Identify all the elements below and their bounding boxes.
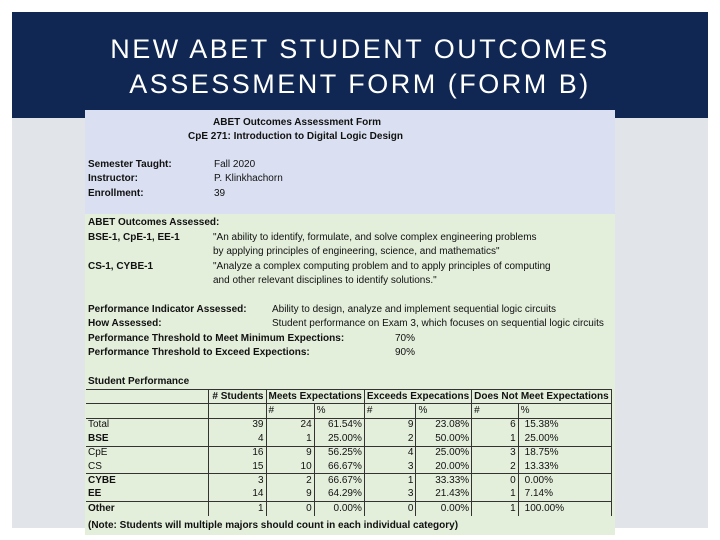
row-label: Total — [86, 418, 208, 432]
cell: 64.29% — [314, 488, 364, 502]
cell: 20.00% — [416, 460, 472, 474]
cell: 0 — [472, 474, 518, 488]
cell: 9 — [364, 418, 416, 432]
col-does-not-meet: Does Not Meet Expectations — [472, 390, 611, 404]
cell: 66.67% — [314, 474, 364, 488]
cell: 10 — [266, 460, 314, 474]
sub-count: # — [472, 404, 518, 418]
cell: 21.43% — [416, 488, 472, 502]
cell: 50.00% — [416, 432, 472, 446]
performance-table — [86, 389, 612, 516]
cell: 0 — [266, 502, 314, 516]
enrollment-label: Enrollment: — [88, 188, 144, 199]
cell: 1 — [472, 488, 518, 502]
cell: 61.54% — [314, 418, 364, 432]
outcome2-text-cont: and other relevant disciplines to identify solutions." — [213, 275, 437, 286]
cell: 13.33% — [518, 460, 611, 474]
semester-value: Fall 2020 — [214, 159, 256, 170]
form-heading: ABET Outcomes Assessment Form — [213, 117, 382, 128]
cell: 6 — [472, 418, 518, 432]
cell: 2 — [472, 460, 518, 474]
table-row — [86, 502, 611, 516]
pi-value: Ability to design, analyze and implement sequential logic circuits — [272, 304, 557, 315]
cell: 15 — [208, 460, 266, 474]
cell: 1 — [266, 432, 314, 446]
exceed-threshold-value: 90% — [395, 347, 416, 358]
cell: 0.00% — [518, 474, 611, 488]
sub-pct: % — [314, 404, 364, 418]
cell: 18.75% — [518, 446, 611, 460]
row-label: CS — [86, 460, 208, 474]
row-label: CYBE — [86, 474, 208, 488]
instructor-label: Instructor: — [88, 173, 138, 184]
cell: 4 — [208, 432, 266, 446]
cell: 100.00% — [518, 502, 611, 516]
outcome2-codes: CS-1, CYBE-1 — [88, 261, 154, 272]
semester-label: Semester Taught: — [88, 159, 172, 170]
cell: 25.00% — [314, 432, 364, 446]
cell: 33.33% — [416, 474, 472, 488]
table-row — [86, 446, 611, 460]
table-subheader-row — [86, 404, 611, 418]
outcome1-text-cont: by applying principles of engineering, science, and mathematics" — [213, 246, 500, 257]
cell: 15.38% — [518, 418, 611, 432]
enrollment-value: 39 — [214, 188, 226, 199]
col-meets: Meets Expectations — [266, 390, 364, 404]
table-row — [86, 418, 611, 432]
instructor-value: P. Klinkhachorn — [214, 173, 283, 184]
outcome1-codes: BSE-1, CpE-1, EE-1 — [88, 232, 180, 243]
cell: 3 — [208, 474, 266, 488]
cell: 0.00% — [416, 502, 472, 516]
cell: 39 — [208, 418, 266, 432]
cell: 56.25% — [314, 446, 364, 460]
row-label: BSE — [86, 432, 208, 446]
cell: 2 — [364, 432, 416, 446]
min-threshold-value: 70% — [395, 333, 416, 344]
table-row — [86, 432, 611, 446]
row-label: EE — [86, 488, 208, 502]
exceed-threshold-label: Performance Threshold to Exceed Expections: — [88, 347, 310, 358]
col-exceeds: Exceeds Expecations — [364, 390, 471, 404]
table-note: (Note: Students will multiple majors should count in each individual category) — [88, 520, 459, 531]
cell: 25.00% — [416, 446, 472, 460]
table-row — [86, 488, 611, 502]
cell: 24 — [266, 418, 314, 432]
sub-count: # — [266, 404, 314, 418]
sub-pct: % — [518, 404, 611, 418]
pi-label: Performance Indicator Assessed: — [88, 304, 247, 315]
how-label: How Assessed: — [88, 318, 162, 329]
cell: 3 — [472, 446, 518, 460]
sub-pct: % — [416, 404, 472, 418]
col-students: # Students — [208, 390, 266, 404]
cell: 25.00% — [518, 432, 611, 446]
student-performance-label: Student Performance — [88, 376, 190, 387]
cell: 1 — [472, 432, 518, 446]
cell: 1 — [364, 474, 416, 488]
cell: 23.08% — [416, 418, 472, 432]
cell: 9 — [266, 488, 314, 502]
slide-title: NEW ABET STUDENT OUTCOMES ASSESSMENT FORM (FORM B) — [110, 34, 610, 99]
row-label: Other — [86, 502, 208, 516]
cell: 1 — [208, 502, 266, 516]
cell: 4 — [364, 446, 416, 460]
cell: 14 — [208, 488, 266, 502]
cell: 3 — [364, 488, 416, 502]
cell: 3 — [364, 460, 416, 474]
cell: 9 — [266, 446, 314, 460]
course-title: CpE 271: Introduction to Digital Logic Design — [188, 131, 404, 142]
cell: 16 — [208, 446, 266, 460]
cell: 2 — [266, 474, 314, 488]
row-label: CpE — [86, 446, 208, 460]
outcomes-label: ABET Outcomes Assessed: — [88, 217, 220, 228]
cell: 66.67% — [314, 460, 364, 474]
cell: 7.14% — [518, 488, 611, 502]
min-threshold-label: Performance Threshold to Meet Minimum Expections: — [88, 333, 345, 344]
outcome1-text: "An ability to identify, formulate, and solve complex engineering problems — [213, 232, 537, 243]
table-row — [86, 460, 611, 474]
outcome2-text: "Analyze a complex computing problem and to apply principles of computing — [213, 261, 551, 272]
cell: 0 — [364, 502, 416, 516]
sub-count: # — [364, 404, 416, 418]
table-header-row — [86, 390, 611, 404]
cell: 1 — [472, 502, 518, 516]
cell: 0.00% — [314, 502, 364, 516]
assessment-form-image — [85, 110, 615, 535]
how-value: Student performance on Exam 3, which focuses on sequential logic circuits — [272, 318, 604, 329]
table-row — [86, 474, 611, 488]
